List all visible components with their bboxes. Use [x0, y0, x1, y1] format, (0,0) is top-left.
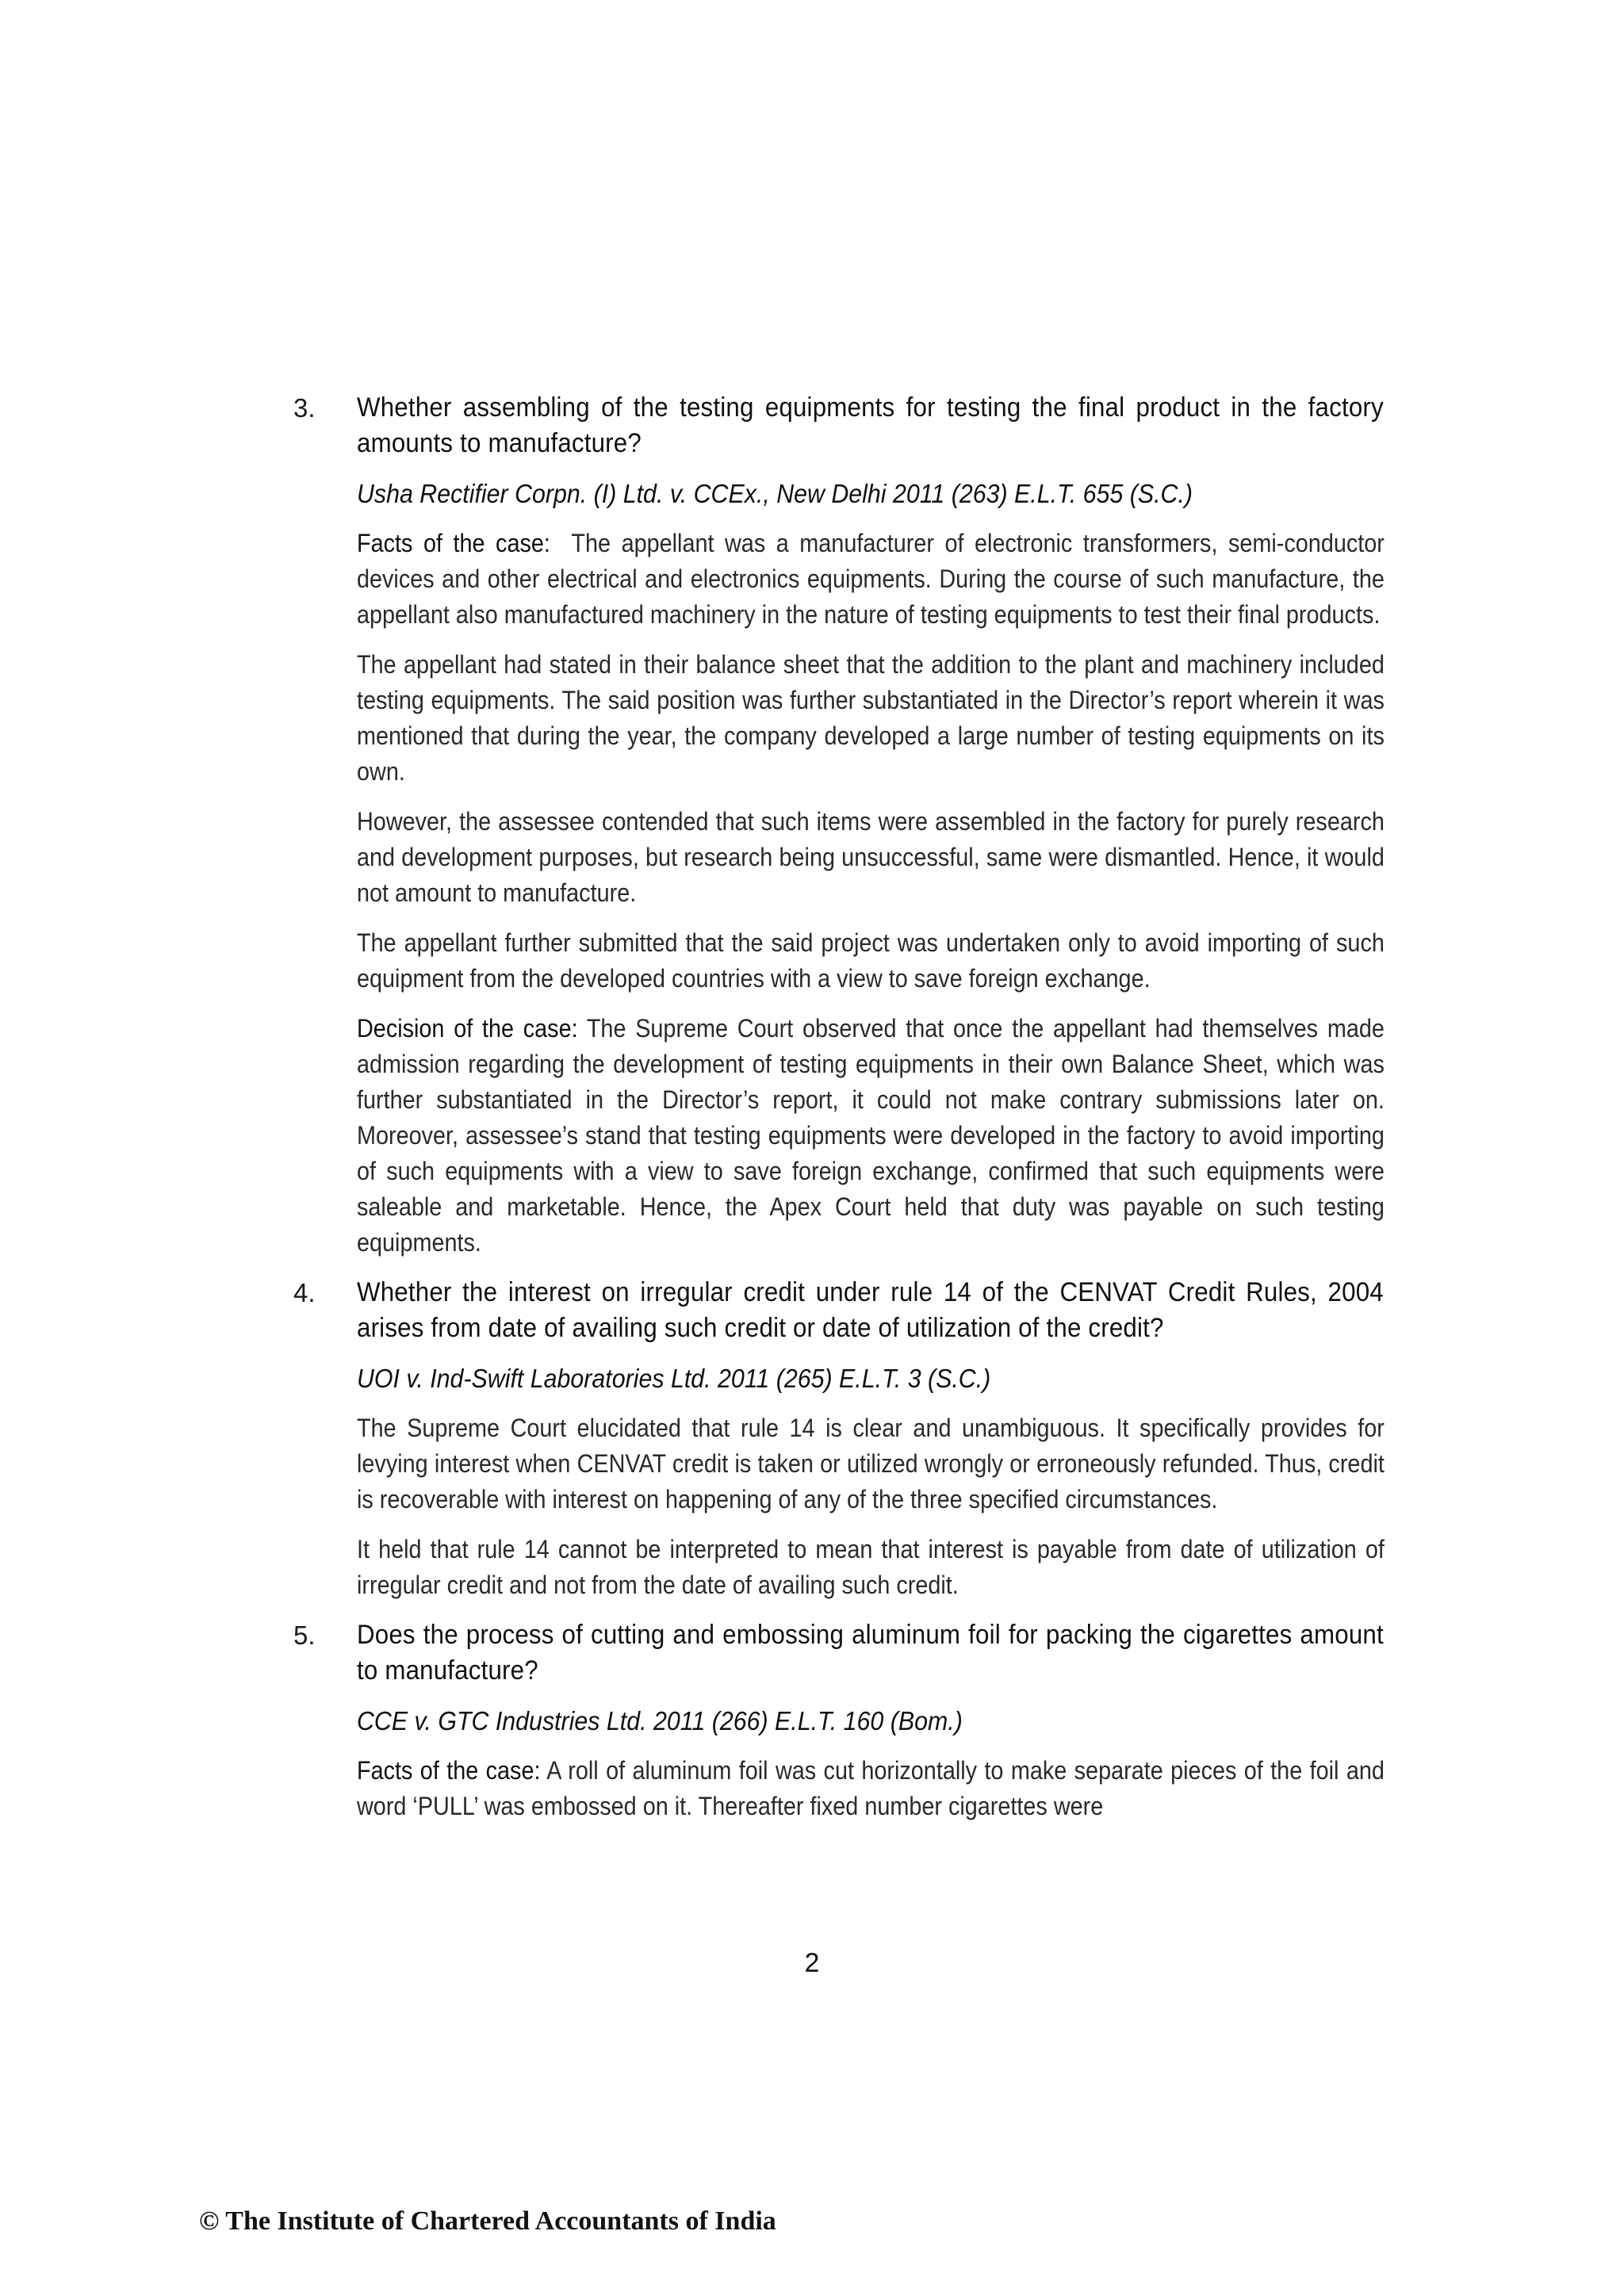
body-paragraph: However, the assessee contended that such items were assembled in the factory for purely research and development purposes, but research being unsuccessful, same were dismantled. Hence, it would not amount to manufacture.: [357, 807, 1385, 907]
facts-text: A roll of aluminum foil was cut horizontally to make separate pieces of the foil and word ‘PULL’ was embossed on it. Thereafter fixed number cigarettes were: [357, 1756, 1385, 1820]
facts-text: The appellant was a manufacturer of electronic transformers, semi-conductor devices and other electrical and electronics equipments. During the course of such manufacture, the appellant also manufactured machinery in the nature of testing equipments to test their final products.: [357, 529, 1385, 629]
decision-label: Decision of the case:: [357, 1014, 578, 1043]
case-item-3: [293, 390, 1385, 1261]
case-item-4: [293, 1275, 1385, 1603]
case-item-5: [293, 1617, 1385, 1824]
body-paragraph: The Supreme Court elucidated that rule 14 is clear and unambiguous. It specifically provides for levying interest when CENVAT credit is taken or utilized wrongly or erroneously refunded. Thus, credit is recoverable with interest on happening of any of the three specified circumstances.: [357, 1414, 1385, 1513]
case-question: Does the process of cutting and embossing aluminum foil for packing the cigarettes amount to manufacture?: [357, 1620, 1384, 1686]
item-number: 4.: [293, 1278, 316, 1307]
item-number: 5.: [293, 1621, 316, 1650]
case-question: Whether the interest on irregular credit under rule 14 of the CENVAT Credit Rules, 2004 arises from date of availing such credit or date of utilization of the credit?: [357, 1277, 1384, 1343]
item-number: 3.: [293, 393, 316, 423]
decision-text: The Supreme Court observed that once the appellant had themselves made admission regarding the development of testing equipments in their own Balance Sheet, which was further substantiated in the Director’s report, it could not make contrary submissions later on. Moreover, assessee’s stand that testing equipments were developed in the factory to avoid importing of such equipments with a view to save foreign exchange, confirmed that such equipments were saleable and marketable. Hence, the Apex Court held that duty was payable on such testing equipments.: [357, 1014, 1385, 1257]
case-citation: Usha Rectifier Corpn. (I) Ltd. v. CCEx., New Delhi 2011 (263) E.L.T. 655 (S.C.): [357, 479, 1193, 508]
case-citation: CCE v. GTC Industries Ltd. 2011 (266) E.L.T. 160 (Bom.): [357, 1706, 963, 1735]
decision-paragraph: [357, 1011, 1385, 1261]
body-paragraph: It held that rule 14 cannot be interpreted to mean that interest is payable from date of utilization of irregular credit and not from the date of availing such credit.: [357, 1535, 1385, 1599]
facts-label: Facts of the case:: [357, 529, 550, 557]
facts-paragraph: [357, 1753, 1385, 1824]
case-question: Whether assembling of the testing equipments for testing the final product in the factory amounts to manufacture?: [357, 392, 1384, 458]
facts-paragraph: [357, 526, 1385, 633]
body-paragraph: The appellant had stated in their balance sheet that the addition to the plant and machinery included testing equipments. The said position was further substantiated in the Director’s report wherein it was mentioned that during the year, the company developed a large number of testing equipments on its own.: [357, 650, 1385, 786]
page-number: 2: [804, 1948, 820, 1978]
footer-copyright: © The Institute of Chartered Accountants of India: [199, 2206, 776, 2236]
case-citation: UOI v. Ind-Swift Laboratories Ltd. 2011 (265) E.L.T. 3 (S.C.): [357, 1364, 991, 1393]
page-content: [293, 390, 1385, 1839]
facts-label: Facts of the case:: [357, 1756, 541, 1785]
body-paragraph: The appellant further submitted that the said project was undertaken only to avoid importing of such equipment from the developed countries with a view to save foreign exchange.: [357, 928, 1385, 993]
